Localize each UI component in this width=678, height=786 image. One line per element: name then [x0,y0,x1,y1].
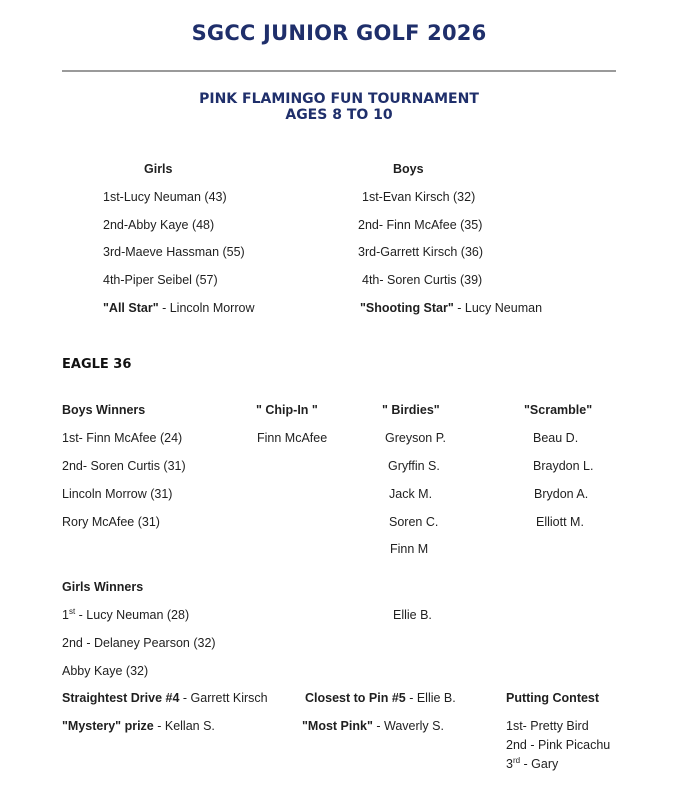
chip-in-heading: " Chip-In " [256,403,318,417]
most-pink: "Most Pink" - Waverly S. [302,719,444,733]
birdies-winner: Finn M [390,542,429,556]
eagle-heading: EAGLE 36 [62,357,132,372]
scramble-winner: Beau D. [533,431,579,445]
girls-winners-heading: Girls Winners [62,580,144,594]
girls-winner: Abby Kaye (32) [62,664,149,678]
scramble-winner: Braydon L. [533,459,594,473]
putting-contest-heading: Putting Contest [506,691,600,705]
putting-result: 2nd - Pink Picachu [506,738,611,752]
divider [62,70,616,72]
birdies-winner: Greyson P. [385,431,446,445]
boys-winners-heading: Boys Winners [62,403,146,417]
closest-to-pin: Closest to Pin #5 - Ellie B. [305,691,456,705]
girls-heading: Girls [144,162,173,176]
boys-winner: 1st- Finn McAfee (24) [62,431,183,445]
all-star-winner: - Lincoln Morrow [158,301,255,315]
boys-result: 1st-Evan Kirsch (32) [362,190,476,204]
girls-winner: 2nd - Delaney Pearson (32) [62,636,216,650]
scramble-winner: Brydon A. [534,487,589,501]
shooting-star-label: "Shooting Star" [360,301,454,315]
boys-award [360,301,542,315]
girls-result: 1st-Lucy Neuman (43) [103,190,227,204]
putting-result: 3rd - Gary [506,755,559,771]
boys-result: 2nd- Finn McAfee (35) [358,218,483,232]
boys-winner: Rory McAfee (31) [62,515,160,529]
boys-result: 4th- Soren Curtis (39) [362,273,483,287]
birdies-winner: Gryffin S. [388,459,440,473]
tournament-ages: AGES 8 TO 10 [285,107,393,123]
all-star-label: "All Star" [103,301,159,315]
shooting-star-winner: - Lucy Neuman [453,301,543,315]
birdies-girls-winner: Ellie B. [393,608,432,622]
putting-result: 1st- Pretty Bird [506,719,589,733]
birdies-heading: " Birdies" [382,403,440,417]
birdies-winner: Jack M. [389,487,433,501]
boys-result: 3rd-Garrett Kirsch (36) [358,245,484,259]
page-title: SGCC JUNIOR GOLF 2026 [191,21,487,45]
scramble-winner: Elliott M. [536,515,584,529]
chip-in-winner: Finn McAfee [257,431,328,445]
birdies-winner: Soren C. [389,515,439,529]
girls-result: 4th-Piper Seibel (57) [103,273,218,287]
boys-winner: Lincoln Morrow (31) [62,487,173,501]
straightest-drive: Straightest Drive #4 - Garrett Kirsch [62,691,268,705]
boys-winner: 2nd- Soren Curtis (31) [62,459,186,473]
scramble-heading: "Scramble" [524,403,593,417]
tournament-name: PINK FLAMINGO FUN TOURNAMENT [199,91,479,107]
girls-result: 2nd-Abby Kaye (48) [103,218,215,232]
girls-award [103,301,255,315]
boys-heading: Boys [393,162,424,176]
mystery-prize: "Mystery" prize - Kellan S. [62,719,215,733]
girls-result: 3rd-Maeve Hassman (55) [103,245,245,259]
girls-winner: 1st - Lucy Neuman (28) [62,606,190,622]
